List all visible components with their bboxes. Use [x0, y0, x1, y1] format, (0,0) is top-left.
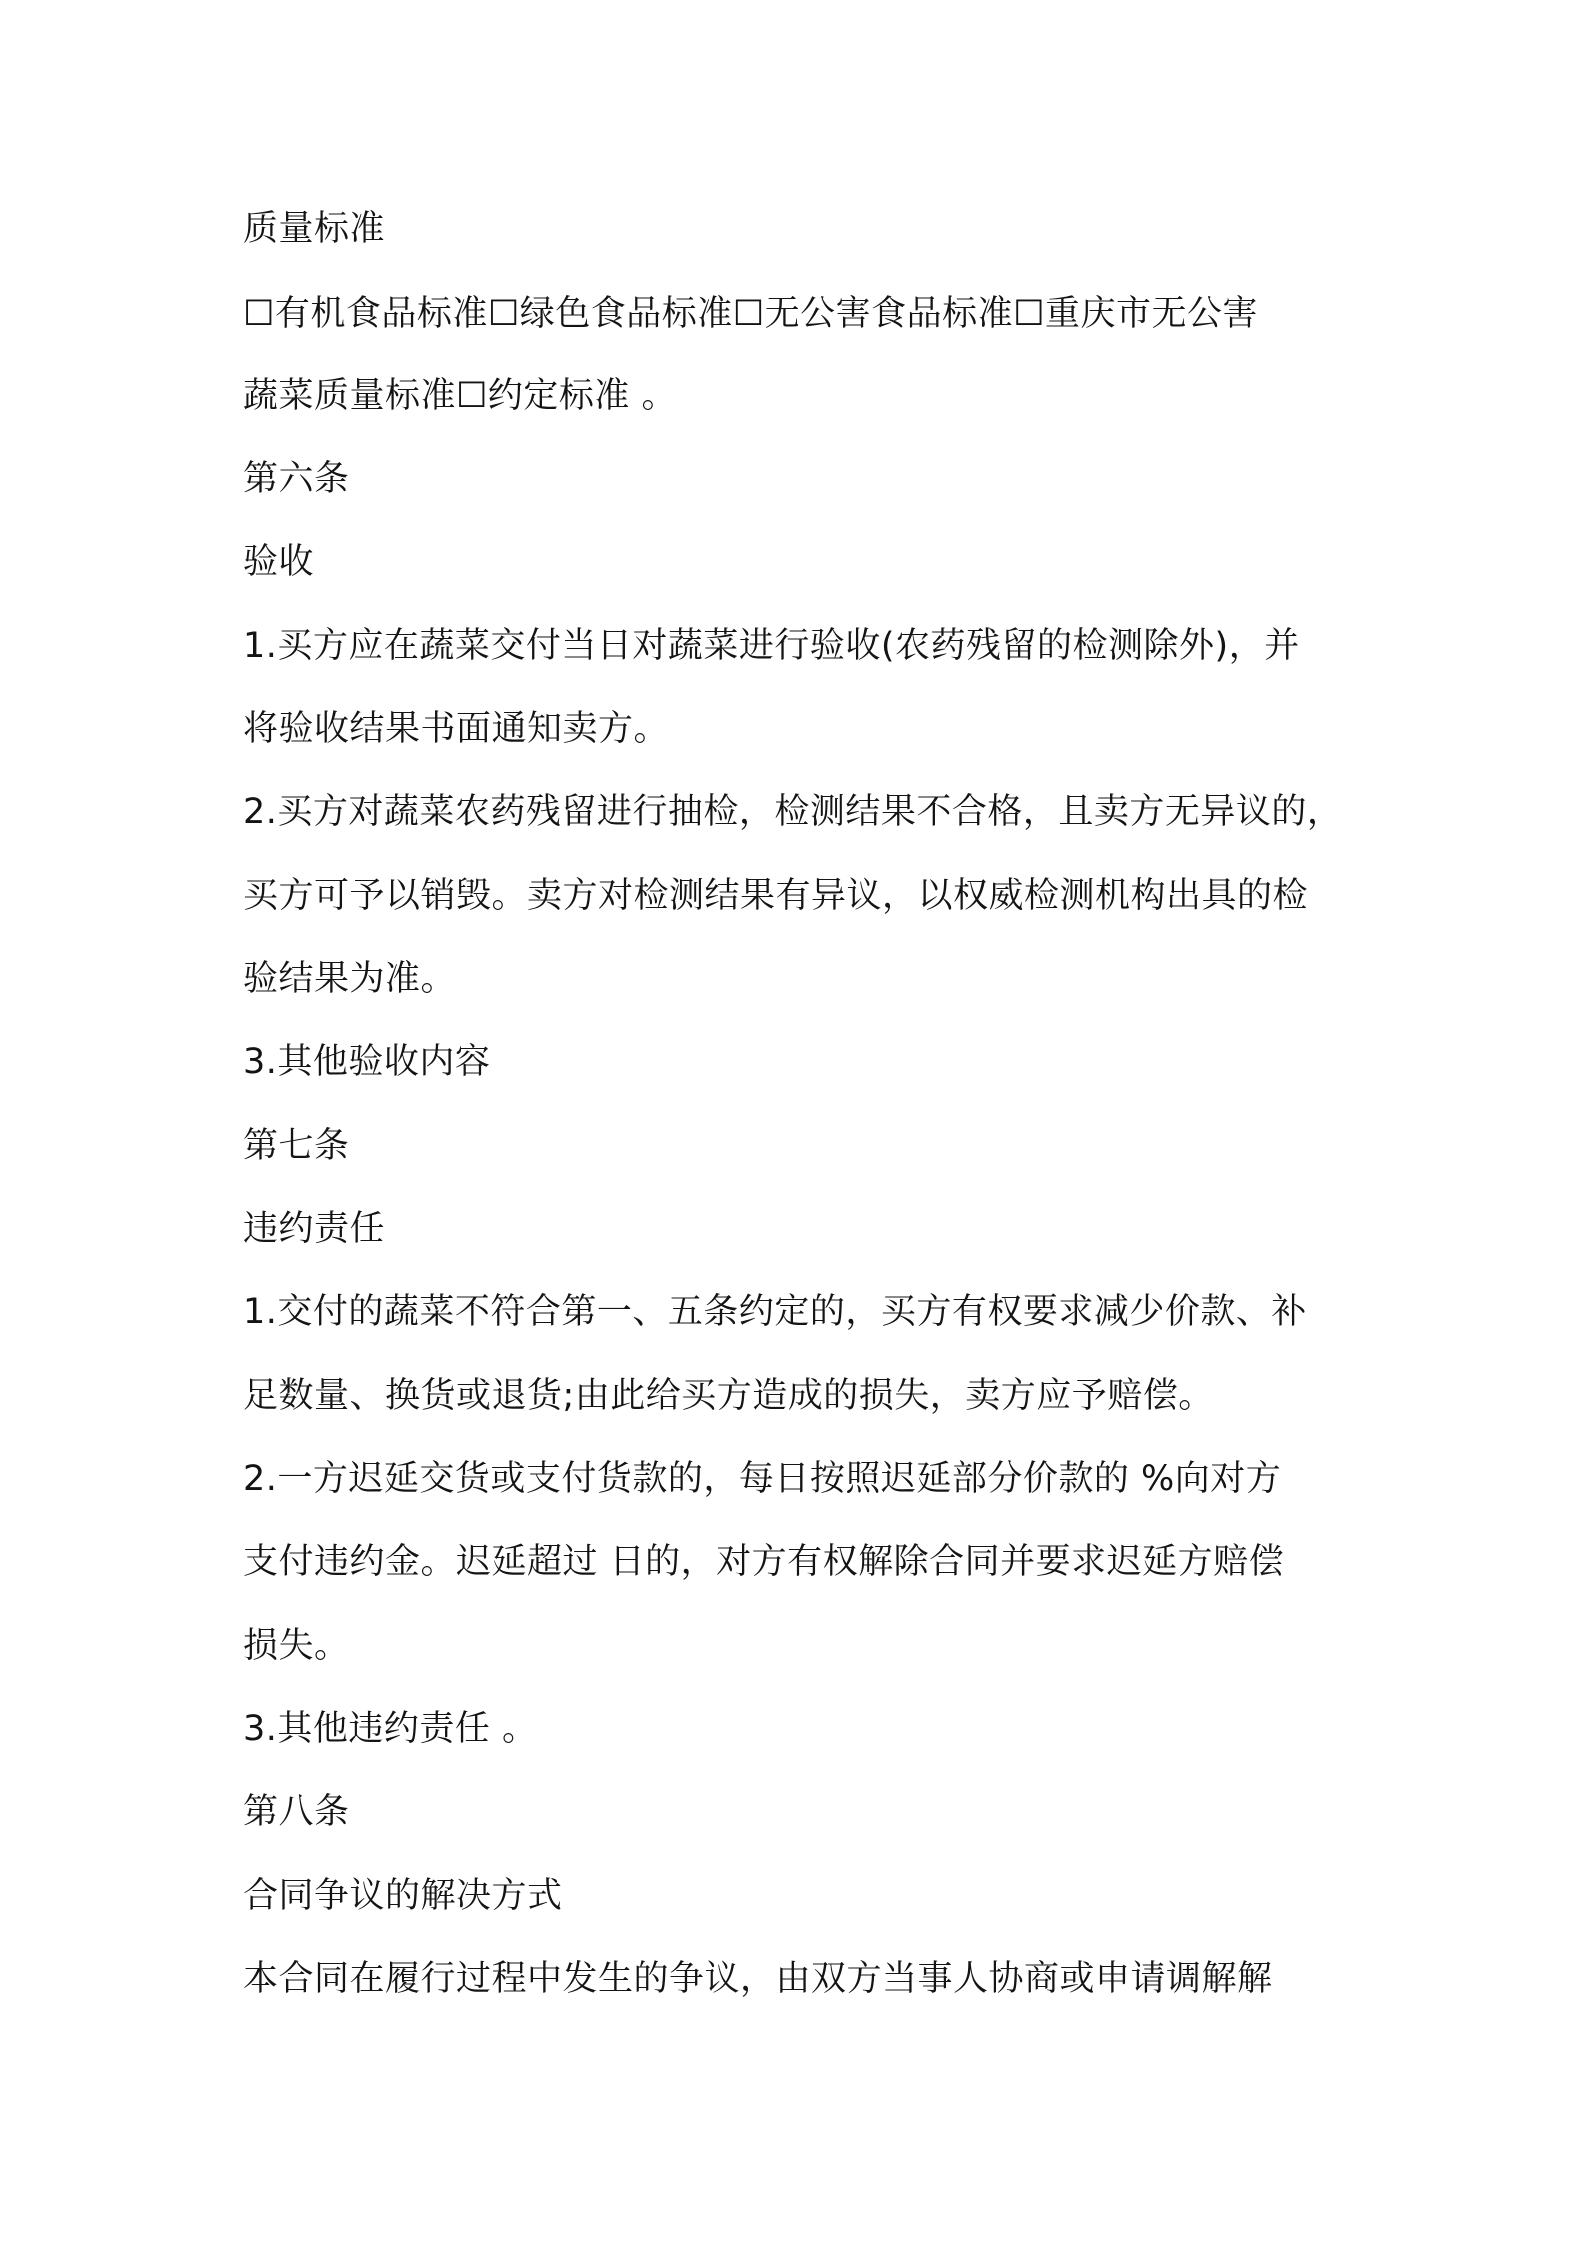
article-7-clause-1-line-1: 1.交付的蔬菜不符合第一、五条约定的，买方有权要求减少价款、补: [243, 1292, 1307, 1332]
article-6-title: 验收: [243, 542, 315, 582]
article-6-clause-1-line-1: 1.买方应在蔬菜交付当日对蔬菜进行验收(农药残留的检测除外)，并: [243, 626, 1300, 666]
article-7-title: 违约责任: [243, 1209, 386, 1249]
article-7-clause-2-line-1: 2.一方迟延交货或支付货款的，每日按照迟延部分价款的 %向对方: [243, 1459, 1282, 1499]
article-7-heading: 第七条: [243, 1126, 350, 1166]
article-7-clause-1-line-2: 足数量、换货或退货;由此给买方造成的损失，卖方应予赔偿。: [243, 1376, 1214, 1416]
article-6-clause-2-line-1: 2.买方对蔬菜农药残留进行抽检，检测结果不合格，且卖方无异议的，: [243, 792, 1343, 832]
article-7-clause-2-line-3: 损失。: [243, 1626, 350, 1666]
article-8-title: 合同争议的解决方式: [243, 1876, 563, 1916]
article-8-heading: 第八条: [243, 1792, 350, 1832]
section-heading-quality-standard: 质量标准: [243, 209, 386, 249]
article-6-clause-1-line-2: 将验收结果书面通知卖方。: [243, 709, 670, 749]
quality-standard-options-line-1: ☐有机食品标准☐绿色食品标准☐无公害食品标准☐重庆市无公害: [243, 294, 1259, 334]
quality-standard-options-line-2: 蔬菜质量标准☐约定标准 。: [243, 376, 678, 416]
article-7-clause-2-line-2: 支付违约金。迟延超过 日的，对方有权解除合同并要求迟延方赔偿: [243, 1542, 1285, 1582]
article-6-clause-2-line-2: 买方可予以销毁。卖方对检测结果有异议，以权威检测机构出具的检: [243, 876, 1309, 916]
article-6-heading: 第六条: [243, 459, 350, 499]
article-6-clause-2-line-3: 验结果为准。: [243, 959, 457, 999]
article-7-clause-3: 3.其他违约责任 。: [243, 1709, 538, 1749]
article-6-clause-3: 3.其他验收内容: [243, 1042, 491, 1082]
article-8-body-line-1: 本合同在履行过程中发生的争议，由双方当事人协商或申请调解解: [243, 1959, 1273, 1999]
